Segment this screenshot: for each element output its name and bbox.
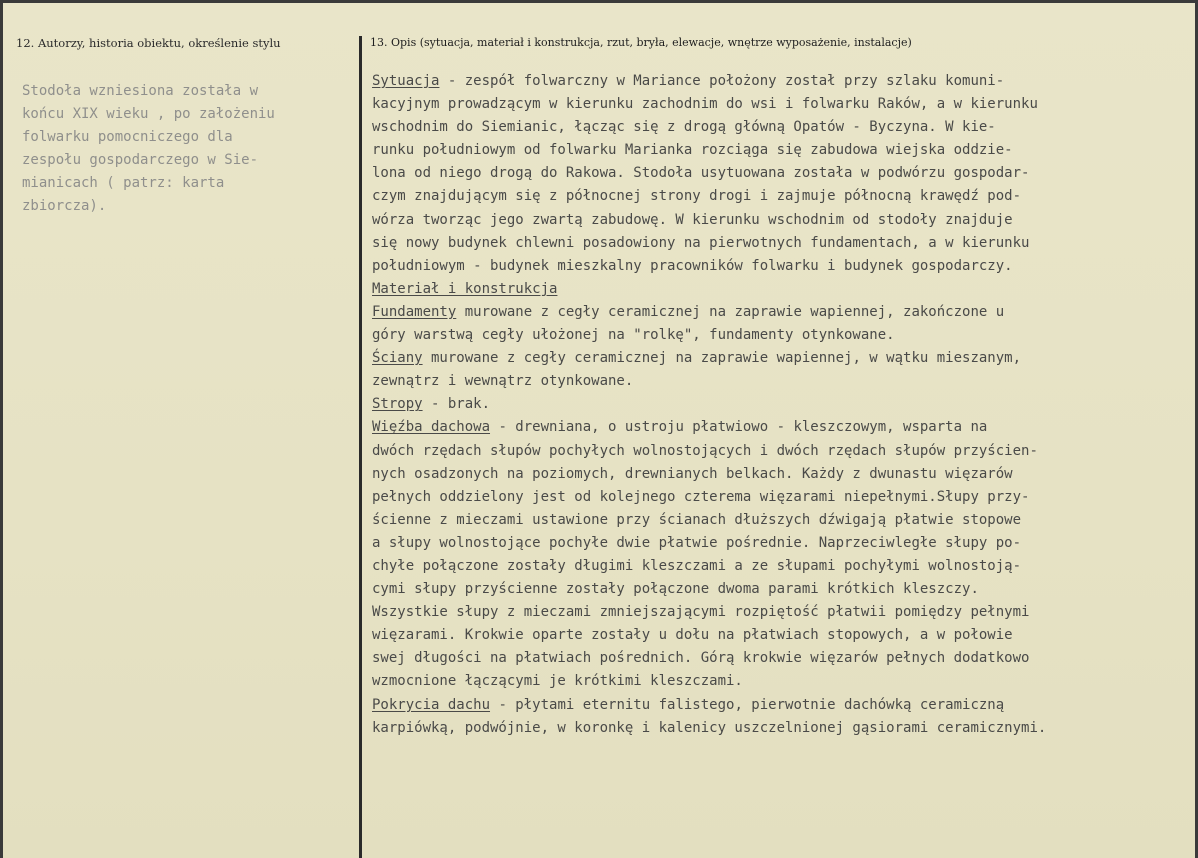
- underlined-term: Sytuacja: [372, 73, 440, 89]
- line-text: ścienne z mieczami ustawione przy ścianach dłuższych dźwigają płatwie stopowe: [372, 511, 1022, 528]
- line-text: dwóch rzędach słupów pochyłych wolnostojących i dwóch rzędach słupów przyścien-: [372, 442, 1038, 459]
- section-13-line: [372, 347, 1172, 370]
- column-divider: [359, 36, 362, 858]
- section-13-line: [372, 440, 1172, 463]
- line-text: - płytami eternitu falistego, pierwotnie dachówką ceramiczną: [490, 696, 1005, 713]
- section-12-body: [22, 80, 352, 218]
- section-12-line: zespołu gospodarczego w Sie-: [22, 152, 259, 168]
- section-12-line: zbiorcza).: [22, 198, 107, 214]
- section-13-line: [372, 185, 1172, 208]
- section-13-line: [372, 624, 1172, 647]
- line-text: góry warstwą cegły ułożonej na "rolkę", fundamenty otynkowane.: [372, 327, 895, 344]
- section-13-line: [372, 647, 1172, 670]
- section-12-line: Stodoła wzniesiona została w: [22, 83, 259, 99]
- section-12-heading: 12. Autorzy, historia obiektu, określenie stylu: [16, 36, 281, 50]
- section-13-line: [372, 278, 1172, 301]
- line-text: chyłe połączone zostały długimi kleszczami a ze słupami pochyłymi wolnostoją-: [372, 557, 1022, 574]
- line-text: kacyjnym prowadzącym w kierunku zachodnim do wsi i folwarku Raków, a w kierunku: [372, 96, 1038, 113]
- frame-left-edge: [0, 0, 3, 858]
- line-text: cymi słupy przyścienne zostały połączone dwoma parami krótkich kleszczy.: [372, 581, 979, 598]
- section-13-line: [372, 139, 1172, 162]
- section-12-line: folwarku pomocniczego dla: [22, 129, 233, 145]
- line-text: wórza tworząc jego zwartą zabudowę. W kierunku wschodnim od stodoły znajduje: [372, 211, 1013, 228]
- section-13-line: [372, 532, 1172, 555]
- section-13-line: [372, 393, 1172, 416]
- line-text: murowane z cegły ceramicznej na zaprawie wapiennej, zakończone u: [456, 303, 1005, 320]
- line-text: więzarami. Krokwie oparte zostały u dołu na płatwiach stopowych, a w połowie: [372, 627, 1013, 644]
- line-text: czym znajdującym się z północnej strony drogi i zajmuje północną krawędź pod-: [372, 188, 1022, 205]
- section-13-line: [372, 255, 1172, 278]
- section-13-line: [372, 578, 1172, 601]
- section-13-line: [372, 370, 1172, 393]
- section-13-line: [372, 70, 1172, 93]
- underlined-term: Ściany: [372, 350, 423, 367]
- section-13-line: [372, 486, 1172, 509]
- line-text: południowym - budynek mieszkalny pracowników folwarku i budynek gospodarczy.: [372, 257, 1013, 274]
- section-13-line: [372, 324, 1172, 347]
- line-text: - zespół folwarczny w Mariance położony został przy szlaku komuni-: [439, 73, 1005, 89]
- line-text: się nowy budynek chlewni posadowiony na pierwotnych fundamentach, a w kierunku: [372, 234, 1030, 251]
- line-text: zewnątrz i wewnątrz otynkowane.: [372, 373, 634, 390]
- section-13-body: [372, 70, 1172, 740]
- section-13-line: [372, 694, 1172, 717]
- underlined-term: Więźba dachowa: [372, 419, 491, 436]
- section-13-line: [372, 717, 1172, 740]
- line-text: Wszystkie słupy z mieczami zmniejszającymi rozpiętość płatwii pomiędzy pełnymi: [372, 604, 1030, 621]
- line-text: nych osadzonych na poziomych, drewnianych belkach. Każdy z dwunastu więzarów: [372, 465, 1013, 482]
- section-13-line: [372, 301, 1172, 324]
- line-text: karpiówką, podwójnie, w koronkę i kalenicy uszczelnionej gąsiorami ceramicznymi.: [372, 719, 1047, 736]
- section-13-line: [372, 93, 1172, 116]
- frame-top-edge: [0, 0, 1198, 3]
- line-text: murowane z cegły ceramicznej na zaprawie wapiennej, w wątku mieszanym,: [422, 350, 1022, 367]
- section-12-line: mianicach ( patrz: karta: [22, 175, 225, 191]
- section-13-line: [372, 162, 1172, 185]
- section-13-line: [372, 416, 1172, 439]
- line-text: wschodnim do Siemianic, łącząc się z drogą główną Opatów - Byczyna. W kie-: [372, 119, 996, 136]
- underlined-term: Materiał i konstrukcja: [372, 280, 558, 297]
- line-text: - brak.: [422, 396, 491, 413]
- underlined-term: Stropy: [372, 396, 423, 413]
- underlined-term: Fundamenty: [372, 303, 457, 320]
- section-13-line: [372, 509, 1172, 532]
- section-12-line: końcu XIX wieku , po założeniu: [22, 106, 275, 122]
- section-13-line: [372, 209, 1172, 232]
- underlined-term: Pokrycia dachu: [372, 696, 491, 713]
- section-13-line: [372, 116, 1172, 139]
- line-text: runku południowym od folwarku Marianka rozciąga się zabudowa wiejska oddzie-: [372, 142, 1013, 159]
- section-13-line: [372, 601, 1172, 624]
- section-13-line: [372, 555, 1172, 578]
- section-13-line: [372, 232, 1172, 255]
- line-text: a słupy wolnostojące pochyłe dwie płatwie pośrednie. Naprzeciwległe słupy po-: [372, 534, 1022, 551]
- line-text: swej długości na płatwiach pośrednich. Górą krokwie więzarów pełnych dodatkowo: [372, 650, 1030, 667]
- line-text: wzmocnione łączącymi je krótkimi kleszczami.: [372, 673, 743, 690]
- line-text: pełnych oddzielony jest od kolejnego czterema więzarami niepełnymi.Słupy przy-: [372, 488, 1030, 505]
- line-text: lona od niego drogą do Rakowa. Stodoła usytuowana została w podwórzu gospodar-: [372, 165, 1030, 182]
- section-13-heading: 13. Opis (sytuacja, materiał i konstrukcja, rzut, bryła, elewacje, wnętrze wyposażenie, instalacje): [370, 36, 912, 49]
- section-13-line: [372, 670, 1172, 693]
- section-13-line: [372, 463, 1172, 486]
- line-text: - drewniana, o ustroju płatwiowo - kleszczowym, wsparta na: [490, 419, 988, 436]
